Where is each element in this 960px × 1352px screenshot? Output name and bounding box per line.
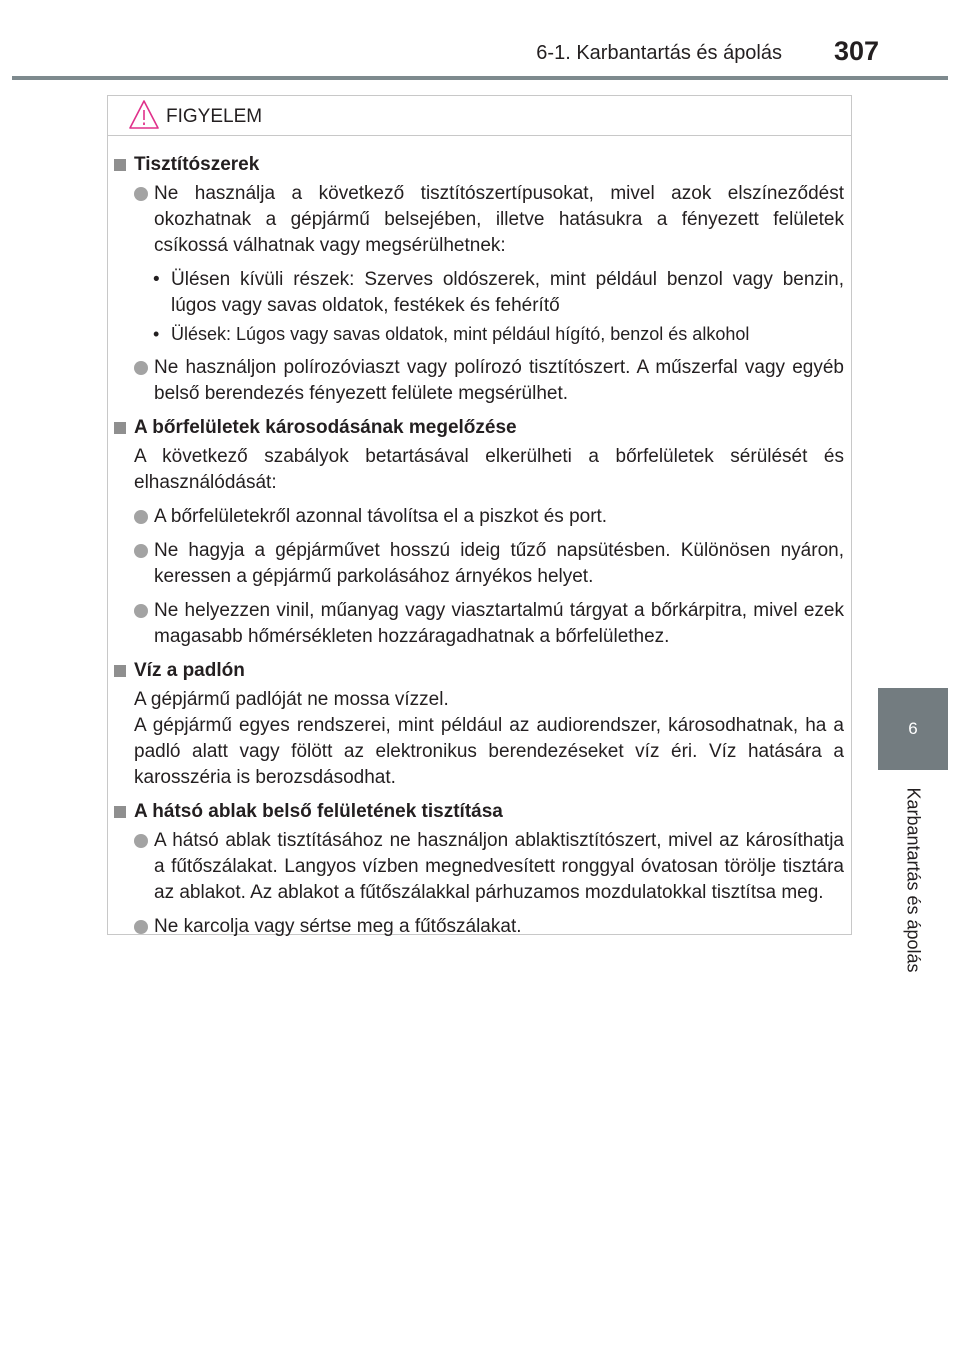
section-heading-text: Tisztítószerek	[134, 154, 260, 175]
chapter-side-label: Karbantartás és ápolás	[903, 787, 924, 973]
sub-list-item	[153, 267, 844, 319]
page-number: 307	[834, 36, 880, 66]
list-item	[114, 828, 844, 906]
section-heading-text: Víz a padlón	[134, 660, 245, 681]
bullet-icon: •	[153, 269, 160, 290]
circle-bullet-icon	[134, 920, 148, 934]
paragraph: A gépjármű egyes rendszerei, mint például az audiorendszer, károsodhatnak, ha a padló alatt vagy fölött az elektronikus berendezéseket víz éri. Víz hatására a karosszéria is berozsdásodhat.	[134, 715, 844, 788]
sub-list-item-text: Ülések: Lúgos vagy savas oldatok, mint például hígító, benzol és alkohol	[171, 324, 750, 344]
section-heading	[114, 658, 844, 684]
warning-triangle-icon	[128, 99, 160, 131]
running-header-title: 6-1. Karbantartás és ápolás	[536, 42, 782, 64]
section-heading	[114, 152, 844, 178]
warning-box-header	[108, 96, 851, 136]
warning-box	[107, 95, 852, 935]
list-item-text: Ne hagyja a gépjárművet hosszú ideig tűző napsütésben. Különösen nyáron, keressen a gépjármű parkolásához árnyékos helyet.	[154, 540, 844, 587]
circle-bullet-icon	[134, 604, 148, 618]
section-heading-text: A bőrfelületek károsodásának megelőzése	[134, 417, 517, 438]
square-bullet-icon	[114, 159, 126, 171]
square-bullet-icon	[114, 665, 126, 677]
list-item-text: A hátsó ablak tisztításához ne használjon ablaktisztítószert, mivel az károsíthatja a fűtőszálakat. Langyos vízben megnedvesített ronggyal óvatosan törölje tisztára az ablakot. Az ablakot a fűtőszálakkal párhuzamos mozdulatokkal tisztítsa meg.	[154, 830, 844, 903]
circle-bullet-icon	[134, 361, 148, 375]
list-item	[114, 598, 844, 650]
square-bullet-icon	[114, 806, 126, 818]
list-item-text: A bőrfelületekről azonnal távolítsa el a piszkot és port.	[154, 506, 608, 527]
paragraph: A következő szabályok betartásával elkerülheti a bőrfelületek sérülését és elhasználódását:	[134, 446, 844, 493]
section-heading	[114, 415, 844, 441]
paragraph: A gépjármű padlóját ne mossa vízzel.	[134, 689, 449, 710]
section-heading	[114, 799, 844, 825]
sub-list-item-text: Ülésen kívüli részek: Szerves oldószerek, mint például benzol vagy benzin, lúgos vagy savas oldatok, festékek és fehérítő	[171, 269, 844, 316]
circle-bullet-icon	[134, 834, 148, 848]
chapter-tab	[878, 688, 948, 770]
circle-bullet-icon	[134, 510, 148, 524]
circle-bullet-icon	[134, 544, 148, 558]
sub-list-item	[153, 321, 844, 347]
header-rule	[12, 76, 948, 80]
list-item	[114, 914, 844, 940]
list-item-text: Ne használjon polírozóviaszt vagy polírozó tisztítószert. A műszerfal vagy egyéb belső berendezés fényezett felülete megsérülhet.	[154, 357, 844, 404]
list-item	[114, 504, 844, 530]
bullet-icon: •	[153, 324, 160, 344]
warning-label: FIGYELEM	[166, 106, 263, 127]
section-heading-text: A hátsó ablak belső felületének tisztítása	[134, 801, 503, 822]
warning-content	[114, 152, 844, 948]
list-item	[114, 355, 844, 407]
list-item	[114, 181, 844, 259]
list-item-text: Ne helyezzen vinil, műanyag vagy viasztartalmú tárgyat a bőrkárpitra, mivel ezek magasabb hőmérsékleten hozzáragadhatnak a bőrfelülethez.	[154, 600, 844, 647]
square-bullet-icon	[114, 422, 126, 434]
list-item-text: Ne használja a következő tisztítószertípusokat, mivel azok elszíneződést okozhatnak a gépjármű belsejében, illetve hatásukra a fényezett felületek csíkossá válhatnak vagy megsérülhetnek:	[154, 183, 844, 256]
circle-bullet-icon	[134, 187, 148, 201]
chapter-number: 6	[908, 719, 918, 738]
list-item-text: Ne karcolja vagy sértse meg a fűtőszálakat.	[154, 916, 522, 937]
list-item	[114, 538, 844, 590]
